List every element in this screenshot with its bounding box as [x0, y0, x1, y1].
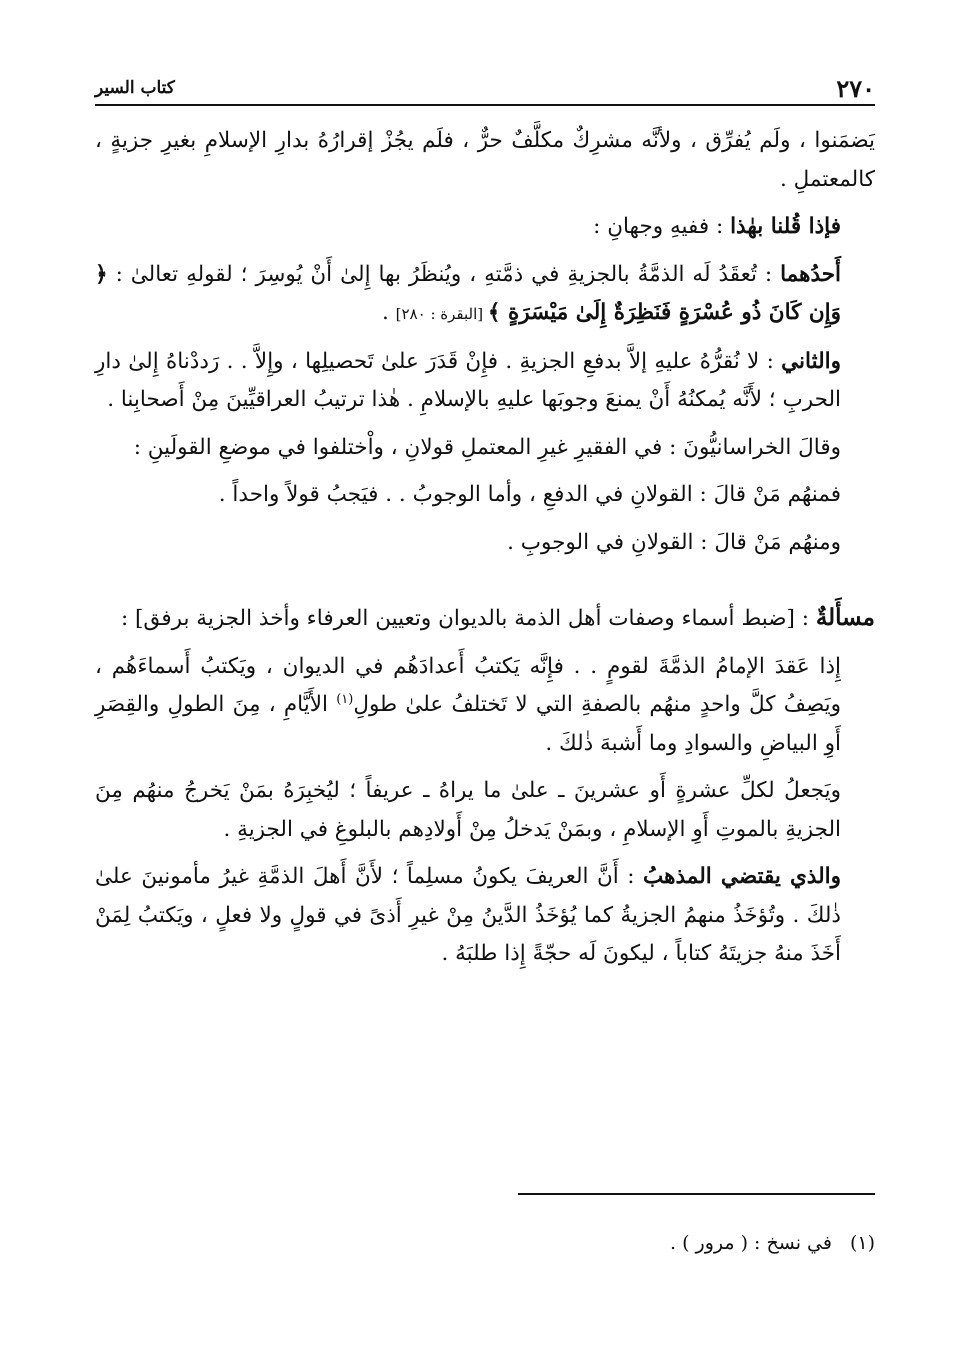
paragraph-10-lead: والذي يقتضي المذهبُ	[643, 864, 841, 889]
paragraph-6: فمنهُم مَنْ قالَ : القولانِ في الدفعِ ، وأما الوجوبُ . . فيَجبُ قولاً واحداً .	[218, 482, 841, 507]
footnote-marker[interactable]: (١)	[336, 691, 354, 707]
main-text	[95, 122, 875, 983]
footnote-number: (١)	[849, 1232, 875, 1254]
footnote-text: في نسخ : ( مرور ) .	[670, 1232, 832, 1254]
paragraph-8-text-b: الأَيَّامِ ، مِنَ الطولِ والقِصَرِ أَوِ البياضِ والسوادِ وما أَشبهَ ذٰلكَ .	[95, 692, 841, 756]
paragraph-4-lead: والثاني	[781, 348, 841, 374]
paragraph-7: ومنهُم مَنْ قالَ : القولانِ في الوجوبِ .	[507, 529, 841, 555]
paragraph-10-text: : أَنَّ العريفَ يكونُ مسلِماً ؛ لأَنَّ أَهلَ الذمَّةِ غيرُ مأمونينَ علىٰ ذٰلكَ . وتُؤخَذُ منهمُ الجزيةُ كما يُؤخَذُ الدَّينُ مِنْ غيرِ أَذىً في قولٍ ولا فعلٍ ، ويَكتبُ لِمَنْ أَخَذَ منهُ جزيتَهُ كتاباً ، ليكونَ لَه حجّةً إِذا طلبَهُ .	[95, 864, 841, 966]
quran-verse: ﴿ وَإِن كَانَ ذُو عُسْرَةٍ فَنَظِرَةٌ إِلَىٰ مَيْسَرَةٍ ﴾	[95, 261, 841, 325]
section-gap	[95, 571, 875, 599]
masala-label: مسأَلةٌ	[815, 604, 875, 631]
running-title: كتاب السير	[95, 78, 175, 98]
paragraph-8-text-a: إِذا عَقدَ الإمامُ الذمَّةَ لقومٍ . . فإِنَّه يَكتبُ أَعدادَهُم في الديوان ، ويَكتبُ أَسماءَهُم ، ويَصِفُ كلَّ واحدٍ منهُم بالصفةِ التي لا تَختلفُ علىٰ طولِ	[95, 653, 841, 717]
footnote	[95, 1228, 875, 1258]
verse-reference: [البقرة : ٢٨٠]	[395, 305, 488, 323]
masala-heading	[95, 599, 875, 639]
masala-title: : [ضبط أسماء وصفات أهل الذمة بالديوان وتعيين العرفاء وأخذ الجزية برفق] :	[120, 606, 816, 631]
paragraph-4	[95, 343, 875, 420]
page-header	[95, 74, 875, 106]
paragraph-10	[95, 858, 875, 974]
paragraph-5: وقالَ الخراسانيُّونَ : في الفقيرِ غيرِ المعتملِ قولانِ ، واْختلفوا في موضعِ القولَينِ :	[133, 434, 841, 460]
paragraph-2-lead: فإذا قُلنا بهٰذا	[730, 214, 841, 239]
paragraph-3-end: .	[382, 300, 396, 325]
footnote-divider	[518, 1193, 875, 1195]
paragraph-2-text: : ففيهِ وجهانِ :	[593, 214, 731, 239]
paragraph-3	[95, 256, 875, 334]
paragraph-8	[95, 648, 875, 764]
paragraph-2	[95, 208, 875, 247]
paragraph-1: يَضمَنوا ، ولَم يُفرِّق ، ولأنَّه مشرِكٌ مكلَّفٌ حرٌّ ، فلَم يجُزْ إقرارُهُ بدارِ الإسلامِ بغيرِ جزيةٍ ، كالمعتملِ .	[95, 128, 875, 192]
paragraph-4-text: : لا نُقرُّهُ عليهِ إلاَّ بدفعِ الجزيةِ . فإِنْ قَدَرَ علىٰ تَحصيلِها ، وإِلاَّ . . رَددْناهُ إِلىٰ دارِ الحربِ ؛ لأَنَّه يُمكنُهُ أَنْ يمنعَ وجوبَها عليهِ بالإسلامِ . هٰذا ترتيبُ العراقيِّينَ مِنْ أَصحابِنا .	[95, 348, 841, 412]
page-number: ٢٧٠	[836, 74, 875, 103]
paragraph-3-text: : تُعقَدُ لَه الذمَّةُ بالجزيةِ في ذمَّتهِ ، ويُنظَرُ بها إِلىٰ أَنْ يُوسِرَ ؛ لقولهِ تعالىٰ :	[107, 261, 781, 287]
paragraph-3-lead: أَحدُهما	[780, 261, 841, 287]
paragraph-9: ويَجعلُ لكلِّ عشرةٍ أَو عشرينَ ـ علىٰ ما يراهُ ـ عريفاً ؛ ليُخبِرَهُ بمَنْ يَخرجُ منهُم مِنَ الجزيةِ بالموتِ أَوِ الإسلامِ ، وبمَنْ يَدخلُ مِنْ أَولادِهم بالبلوغِ في الجزيةِ .	[95, 778, 841, 842]
